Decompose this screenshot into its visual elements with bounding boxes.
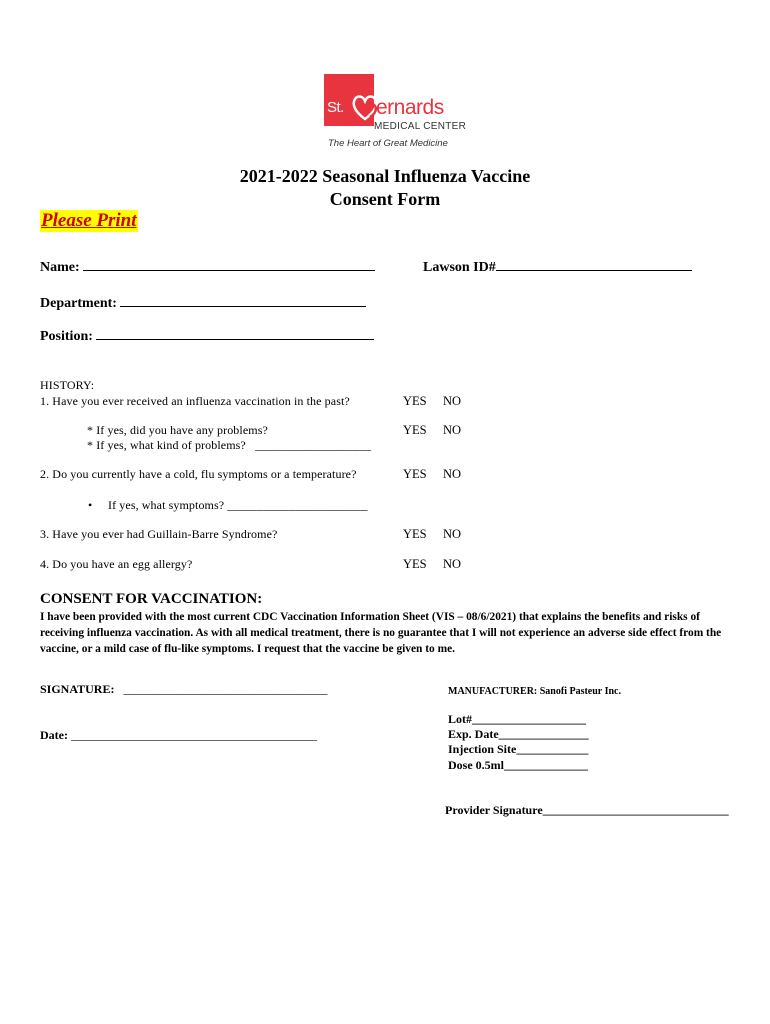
department-field[interactable]: [40, 294, 366, 312]
lawson-id-label: Lawson ID#: [423, 260, 496, 275]
question-3: 3. Have you ever had Guillain-Barre Syndrome?: [40, 527, 278, 541]
question-1b-blank[interactable]: ___________________: [255, 438, 372, 452]
logo-ernards-text: ernards: [376, 96, 444, 119]
q1a-no[interactable]: NO: [443, 423, 462, 437]
question-1b: [87, 438, 371, 453]
question-4: 4. Do you have an egg allergy?: [40, 557, 193, 571]
lot-field[interactable]: Lot#___________________: [448, 712, 586, 726]
question-1b-label: * If yes, what kind of problems?: [87, 438, 246, 452]
signature-field[interactable]: [40, 682, 327, 697]
consent-text: I have been provided with the most current CDC Vaccination Information Sheet (VIS – 08/6/2021) that explains the benefits and risks of receiving influenza vaccination. As with all medical treatment, there is no guarantee that I will not experience an adverse side effect from the vaccine, or a mild case of flu-like symptoms. I request that the vaccine be given to me.: [40, 611, 722, 655]
logo-st-text: St.: [327, 99, 344, 116]
q4-no[interactable]: NO: [443, 557, 462, 571]
lawson-id-field[interactable]: [423, 258, 692, 276]
q3-no[interactable]: NO: [443, 527, 462, 541]
q4-yes[interactable]: YES: [403, 557, 427, 571]
history-heading: HISTORY:: [40, 378, 95, 392]
provider-signature-field[interactable]: Provider Signature_______________________________: [445, 803, 729, 817]
manufacturer-label: MANUFACTURER: Sanofi Pasteur Inc.: [448, 686, 621, 697]
q2-no[interactable]: NO: [443, 467, 462, 481]
lawson-id-blank-line[interactable]: [496, 258, 692, 271]
question-2: 2. Do you currently have a cold, flu symptoms or a temperature?: [40, 467, 357, 481]
logo-tagline: The Heart of Great Medicine: [328, 138, 448, 149]
position-field[interactable]: [40, 327, 374, 345]
signature-blank[interactable]: __________________________________: [123, 682, 328, 696]
question-1a: * If yes, did you have any problems?: [87, 423, 268, 437]
position-blank-line[interactable]: [96, 327, 374, 340]
date-field[interactable]: [40, 728, 317, 743]
form-title-line2: Consent Form: [329, 189, 441, 209]
signature-label: SIGNATURE:: [40, 682, 115, 696]
name-label: Name:: [40, 260, 80, 275]
q2-yes[interactable]: YES: [403, 467, 427, 481]
name-field[interactable]: [40, 258, 375, 276]
name-blank-line[interactable]: [83, 258, 375, 271]
date-label: Date:: [40, 728, 68, 742]
q1-yes[interactable]: YES: [403, 394, 427, 408]
q1-no[interactable]: NO: [443, 394, 462, 408]
injection-site-field[interactable]: Injection Site____________: [448, 742, 589, 756]
exp-date-field[interactable]: Exp. Date_______________: [448, 727, 589, 741]
st-bernards-logo: [318, 74, 478, 156]
please-print-label: Please Print: [41, 210, 137, 231]
consent-heading: CONSENT FOR VACCINATION:: [40, 591, 263, 607]
date-blank[interactable]: _________________________________________: [70, 728, 317, 742]
question-1: 1. Have you ever received an influenza vaccination in the past?: [40, 394, 350, 408]
position-label: Position:: [40, 329, 93, 344]
question-2a-bullet: •: [88, 498, 93, 512]
department-blank-line[interactable]: [120, 294, 366, 307]
department-label: Department:: [40, 296, 117, 311]
dose-field[interactable]: Dose 0.5ml______________: [448, 758, 588, 772]
form-title-line1: 2021-2022 Seasonal Influenza Vaccine: [239, 166, 531, 186]
question-2a[interactable]: If yes, what symptoms? _______________________: [108, 498, 368, 512]
logo-medical-center-text: MEDICAL CENTER: [374, 121, 467, 132]
q1a-yes[interactable]: YES: [403, 423, 427, 437]
q3-yes[interactable]: YES: [403, 527, 427, 541]
